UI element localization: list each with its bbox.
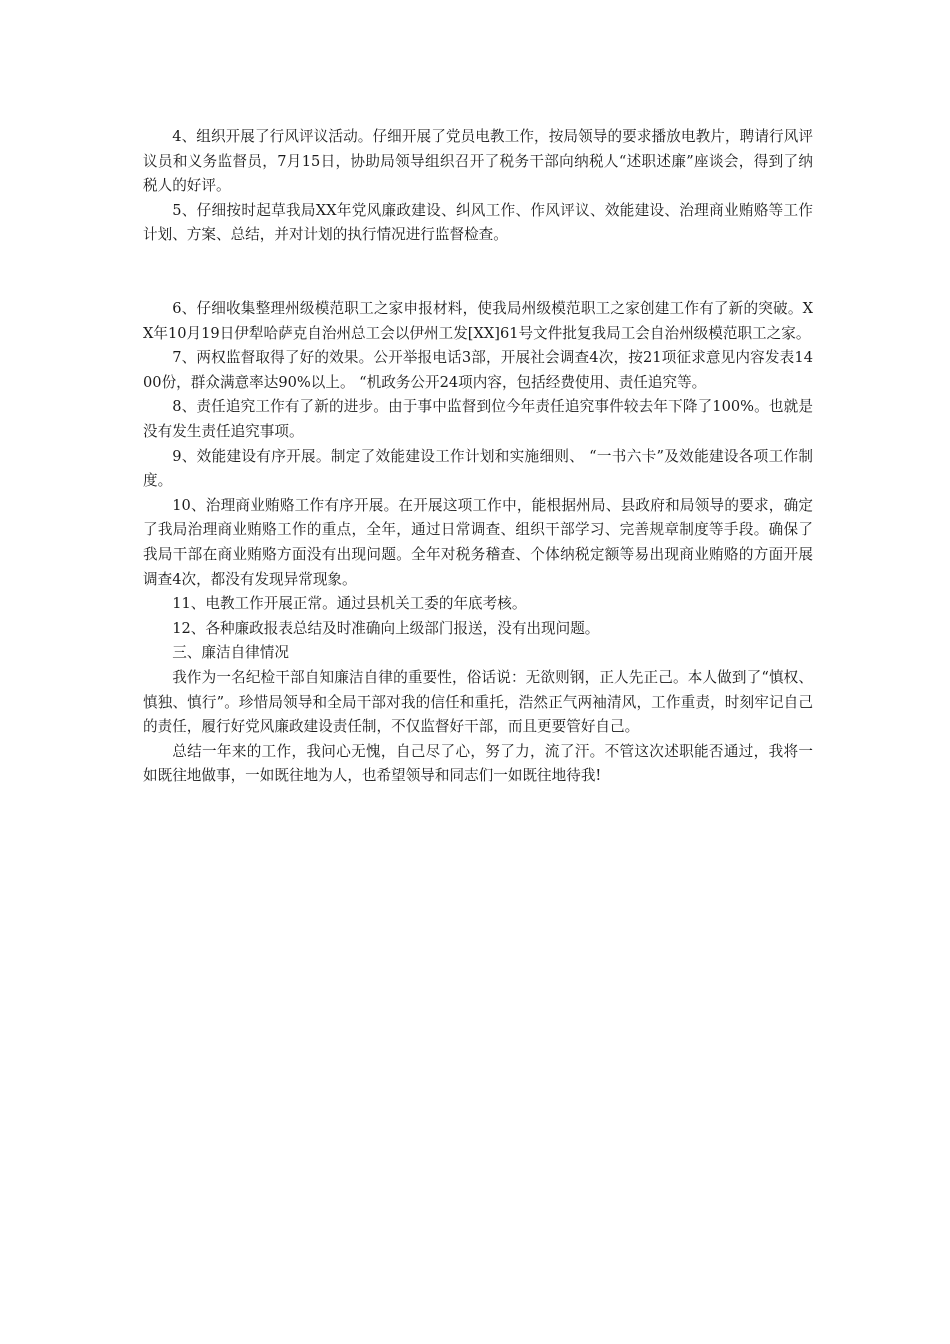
paragraph-item-11: 11、电教工作开展正常。通过县机关工委的年底考核。 — [172, 595, 527, 613]
paragraph-item-7: 7、两权监督取得了好的效果。公开举报电话3部，开展社会调查4次，按21项征求意见内容发表1400份，群众满意率达90%以上。 “机政务公开24项内容，包括经费使用、责任追究等。 — [143, 349, 813, 391]
paragraph-item-6: 6、仔细收集整理州级模范职工之家申报材料，使我局州级模范职工之家创建工作有了新的突破。XX年10月19日伊犁哈萨克自治州总工会以伊州工发[XX]61号文件批复我局工会自治州级模范职工之家。 — [143, 300, 813, 342]
text-block-main — [143, 297, 813, 789]
text-block-top — [143, 125, 813, 248]
paragraph-item-8: 8、责任追究工作有了新的进步。由于事中监督到位今年责任追究事件较去年下降了100%。也就是没有发生责任追究事项。 — [143, 398, 813, 440]
section-heading: 三、廉洁自律情况 — [172, 644, 289, 662]
paragraph-item-10: 10、治理商业贿赂工作有序开展。在开展这项工作中，能根据州局、县政府和局领导的要求，确定了我局治理商业贿赂工作的重点，全年，通过日常调查、组织干部学习、完善规章制度等手段。确保了我局干部在商业贿赂方面没有出现问题。全年对税务稽查、个体纳税定额等易出现商业贿赂的方面开展调查4次，都没有发现异常现象。 — [143, 496, 813, 588]
paragraph-item-12: 12、各种廉政报表总结及时准确向上级部门报送，没有出现问题。 — [172, 619, 600, 637]
paragraph-item-5: 5、仔细按时起草我局XX年党风廉政建设、纠风工作、作风评议、效能建设、治理商业贿赂等工作计划、方案、总结，并对计划的执行情况进行监督检查。 — [143, 201, 813, 244]
paragraph-conclusion: 总结一年来的工作，我问心无愧，自己尽了心，努了力，流了汗。不管这次述职能否通过，我将一如既往地做事，一如既往地为人，也希望领导和同志们一如既往地待我! — [143, 742, 813, 785]
paragraph-item-4: 4、组织开展了行风评议活动。仔细开展了党员电教工作，按局领导的要求播放电教片，聘请行风评议员和义务监督员，7月15日，协助局领导组织召开了税务干部向纳税人“述职述廉”座谈会，得到了纳税人的好评。 — [143, 128, 813, 195]
paragraph-self-discipline: 我作为一名纪检干部自知廉洁自律的重要性，俗话说：无欲则钢，正人先正己。本人做到了“慎权、慎独、慎行”。珍惜局领导和全局干部对我的信任和重托，浩然正气两袖清风，工作重责，时刻牢记自己的责任，履行好党风廉政建设责任制，不仅监督好干部，而且更要管好自己。 — [143, 668, 813, 736]
paragraph-item-9: 9、效能建设有序开展。制定了效能建设工作计划和实施细则、 “一书六卡”及效能建设各项工作制度。 — [143, 447, 813, 490]
